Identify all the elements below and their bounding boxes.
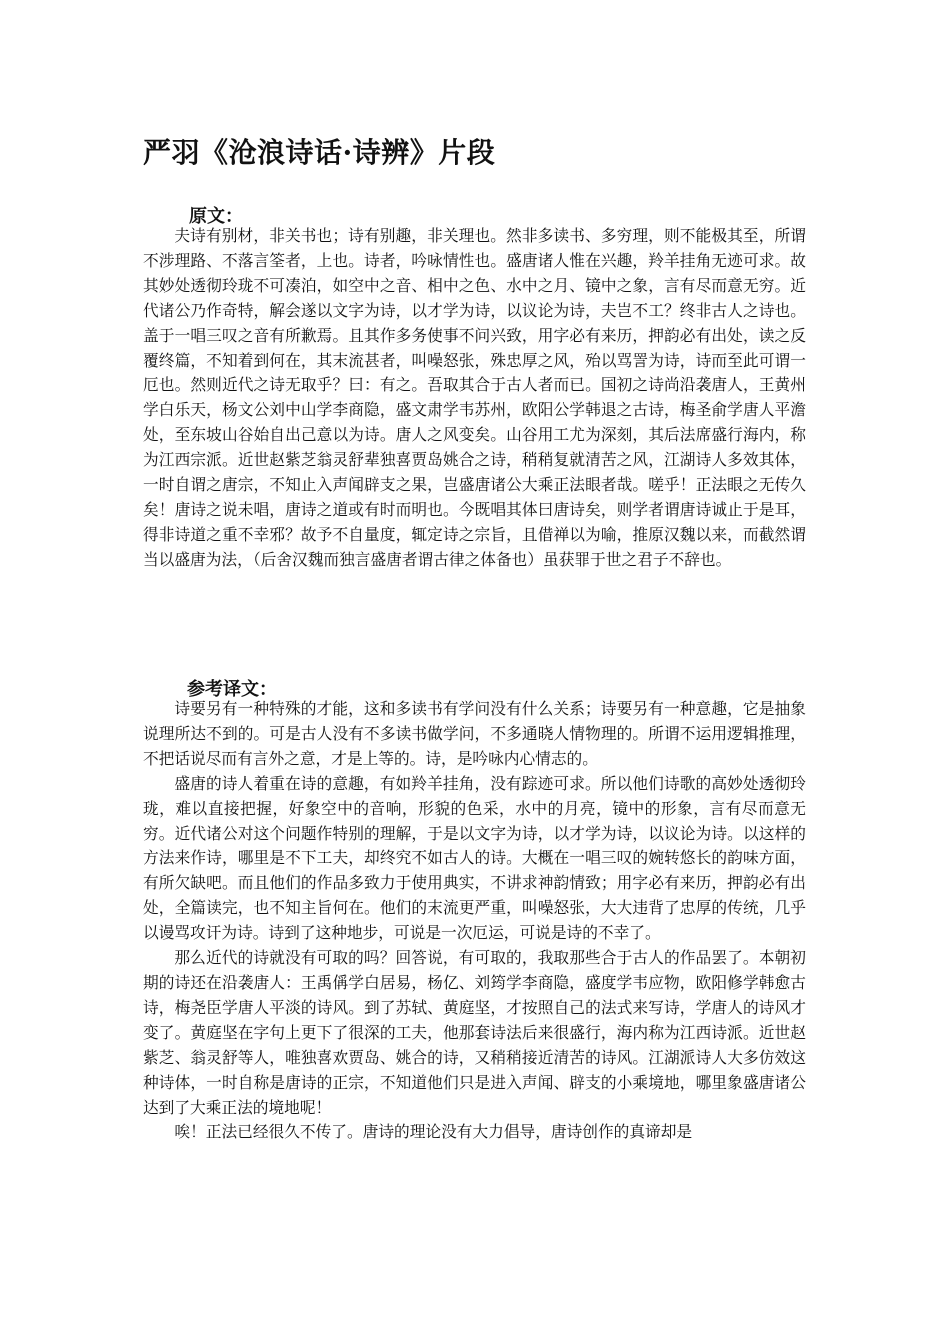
original-text-heading: 原文： <box>189 206 243 227</box>
translation-paragraph-1: 诗要另有一种特殊的才能，这和多读书有学问没有什么关系；诗要另有一种意趣，它是抽象说理所达不到的。可是古人没有不多读书做学问，不多通晓人情物理的。所谓不运用逻辑推理，不把话说尽而有言外之意，才是上等的。诗，是吟咏内心情志的。 <box>143 699 806 768</box>
translation-paragraph-4: 唉！正法已经很久不传了。唐诗的理论没有大力倡导，唐诗创作的真谛却是 <box>174 1122 693 1142</box>
translation-block <box>143 697 806 1145</box>
translation-paragraph-2: 盛唐的诗人着重在诗的意趣，有如羚羊挂角，没有踪迹可求。所以他们诗歌的高妙处透彻玲珑，难以直接把握，好象空中的音响，形貌的色采，水中的月亮，镜中的形象，言有尽而意无穷。近代诸公对这个问题作特别的理解，于是以文字为诗，以才学为诗，以议论为诗。以这样的方法来作诗，哪里是不下工夫，却终究不如古人的诗。大概在一唱三叹的婉转悠长的韵味方面，有所欠缺吧。而且他们的作品多致力于使用典实，不讲求神韵情致；用字必有来历，押韵必有出处，全篇读完，也不知主旨何在。他们的末流更严重，叫噪怒张，大大违背了忠厚的传统，几乎以谩骂攻讦为诗。诗到了这种地步，可说是一次厄运，可说是诗的不幸了。 <box>143 773 806 943</box>
document-title: 严羽《沧浪诗话·诗辨》片段 <box>143 136 496 169</box>
translation-heading: 参考译文： <box>187 679 277 700</box>
original-text-block <box>143 224 806 573</box>
translation-paragraph-3: 那么近代的诗就没有可取的吗？回答说，有可取的，我取那些合于古人的作品罢了。本朝初期的诗还在沿袭唐人：王禹偁学白居易，杨亿、刘筠学李商隐，盛度学韦应物，欧阳修学韩愈古诗，梅尧臣学唐人平淡的诗风。到了苏轼、黄庭坚，才按照自己的法式来写诗，学唐人的诗风才变了。黄庭坚在字句上更下了很深的工夫，他那套诗法后来很盛行，海内称为江西诗派。近世赵紫芝、翁灵舒等人，唯独喜欢贾岛、姚合的诗，又稍稍接近清苦的诗风。江湖派诗人大多仿效这种诗体，一时自称是唐诗的正宗，不知道他们只是进入声闻、辟支的小乘境地，哪里象盛唐诸公达到了大乘正法的境地呢！ <box>143 948 806 1117</box>
original-text-paragraph: 夫诗有别材，非关书也；诗有别趣，非关理也。然非多读书、多穷理，则不能极其至，所谓不涉理路、不落言筌者，上也。诗者，吟咏情性也。盛唐诸人惟在兴趣，羚羊挂角无迹可求。故其妙处透彻玲珑不可凑泊，如空中之音、相中之色、水中之月、镜中之象，言有尽而意无穷。近代诸公乃作奇特，解会遂以文字为诗，以才学为诗，以议论为诗，夫岂不工？终非古人之诗也。盖于一唱三叹之音有所歉焉。且其作多务使事不问兴致，用字必有来历，押韵必有出处，读之反覆终篇，不知着到何在，其末流甚者，叫噪怒张，殊忠厚之风，殆以骂詈为诗，诗而至此可谓一厄也。然则近代之诗无取乎？曰：有之。吾取其合于古人者而已。国初之诗尚沿袭唐人，王黄州学白乐天，杨文公刘中山学李商隐，盛文肃学韦苏州，欧阳公学韩退之古诗，梅圣俞学唐人平澹处，至东坡山谷始自出己意以为诗。唐人之风变矣。山谷用工尤为深刻，其后法席盛行海内，称为江西宗派。近世赵紫芝翁灵舒辈独喜贾岛姚合之诗，稍稍复就清苦之风，江湖诗人多效其体，一时自谓之唐宗，不知止入声闻辟支之果，岂盛唐诸公大乘正法眼者哉。嗟乎！正法眼之无传久矣！唐诗之说未唱，唐诗之道或有时而明也。今既唱其体曰唐诗矣，则学者谓唐诗诚止于是耳，得非诗道之重不幸邪？故予不自量度，辄定诗之宗旨，且借禅以为喻，推原汉魏以来，而截然谓当以盛唐为法，（后舍汉魏而独言盛唐者谓古律之体备也）虽获罪于世之君子不辞也。 <box>143 226 806 569</box>
